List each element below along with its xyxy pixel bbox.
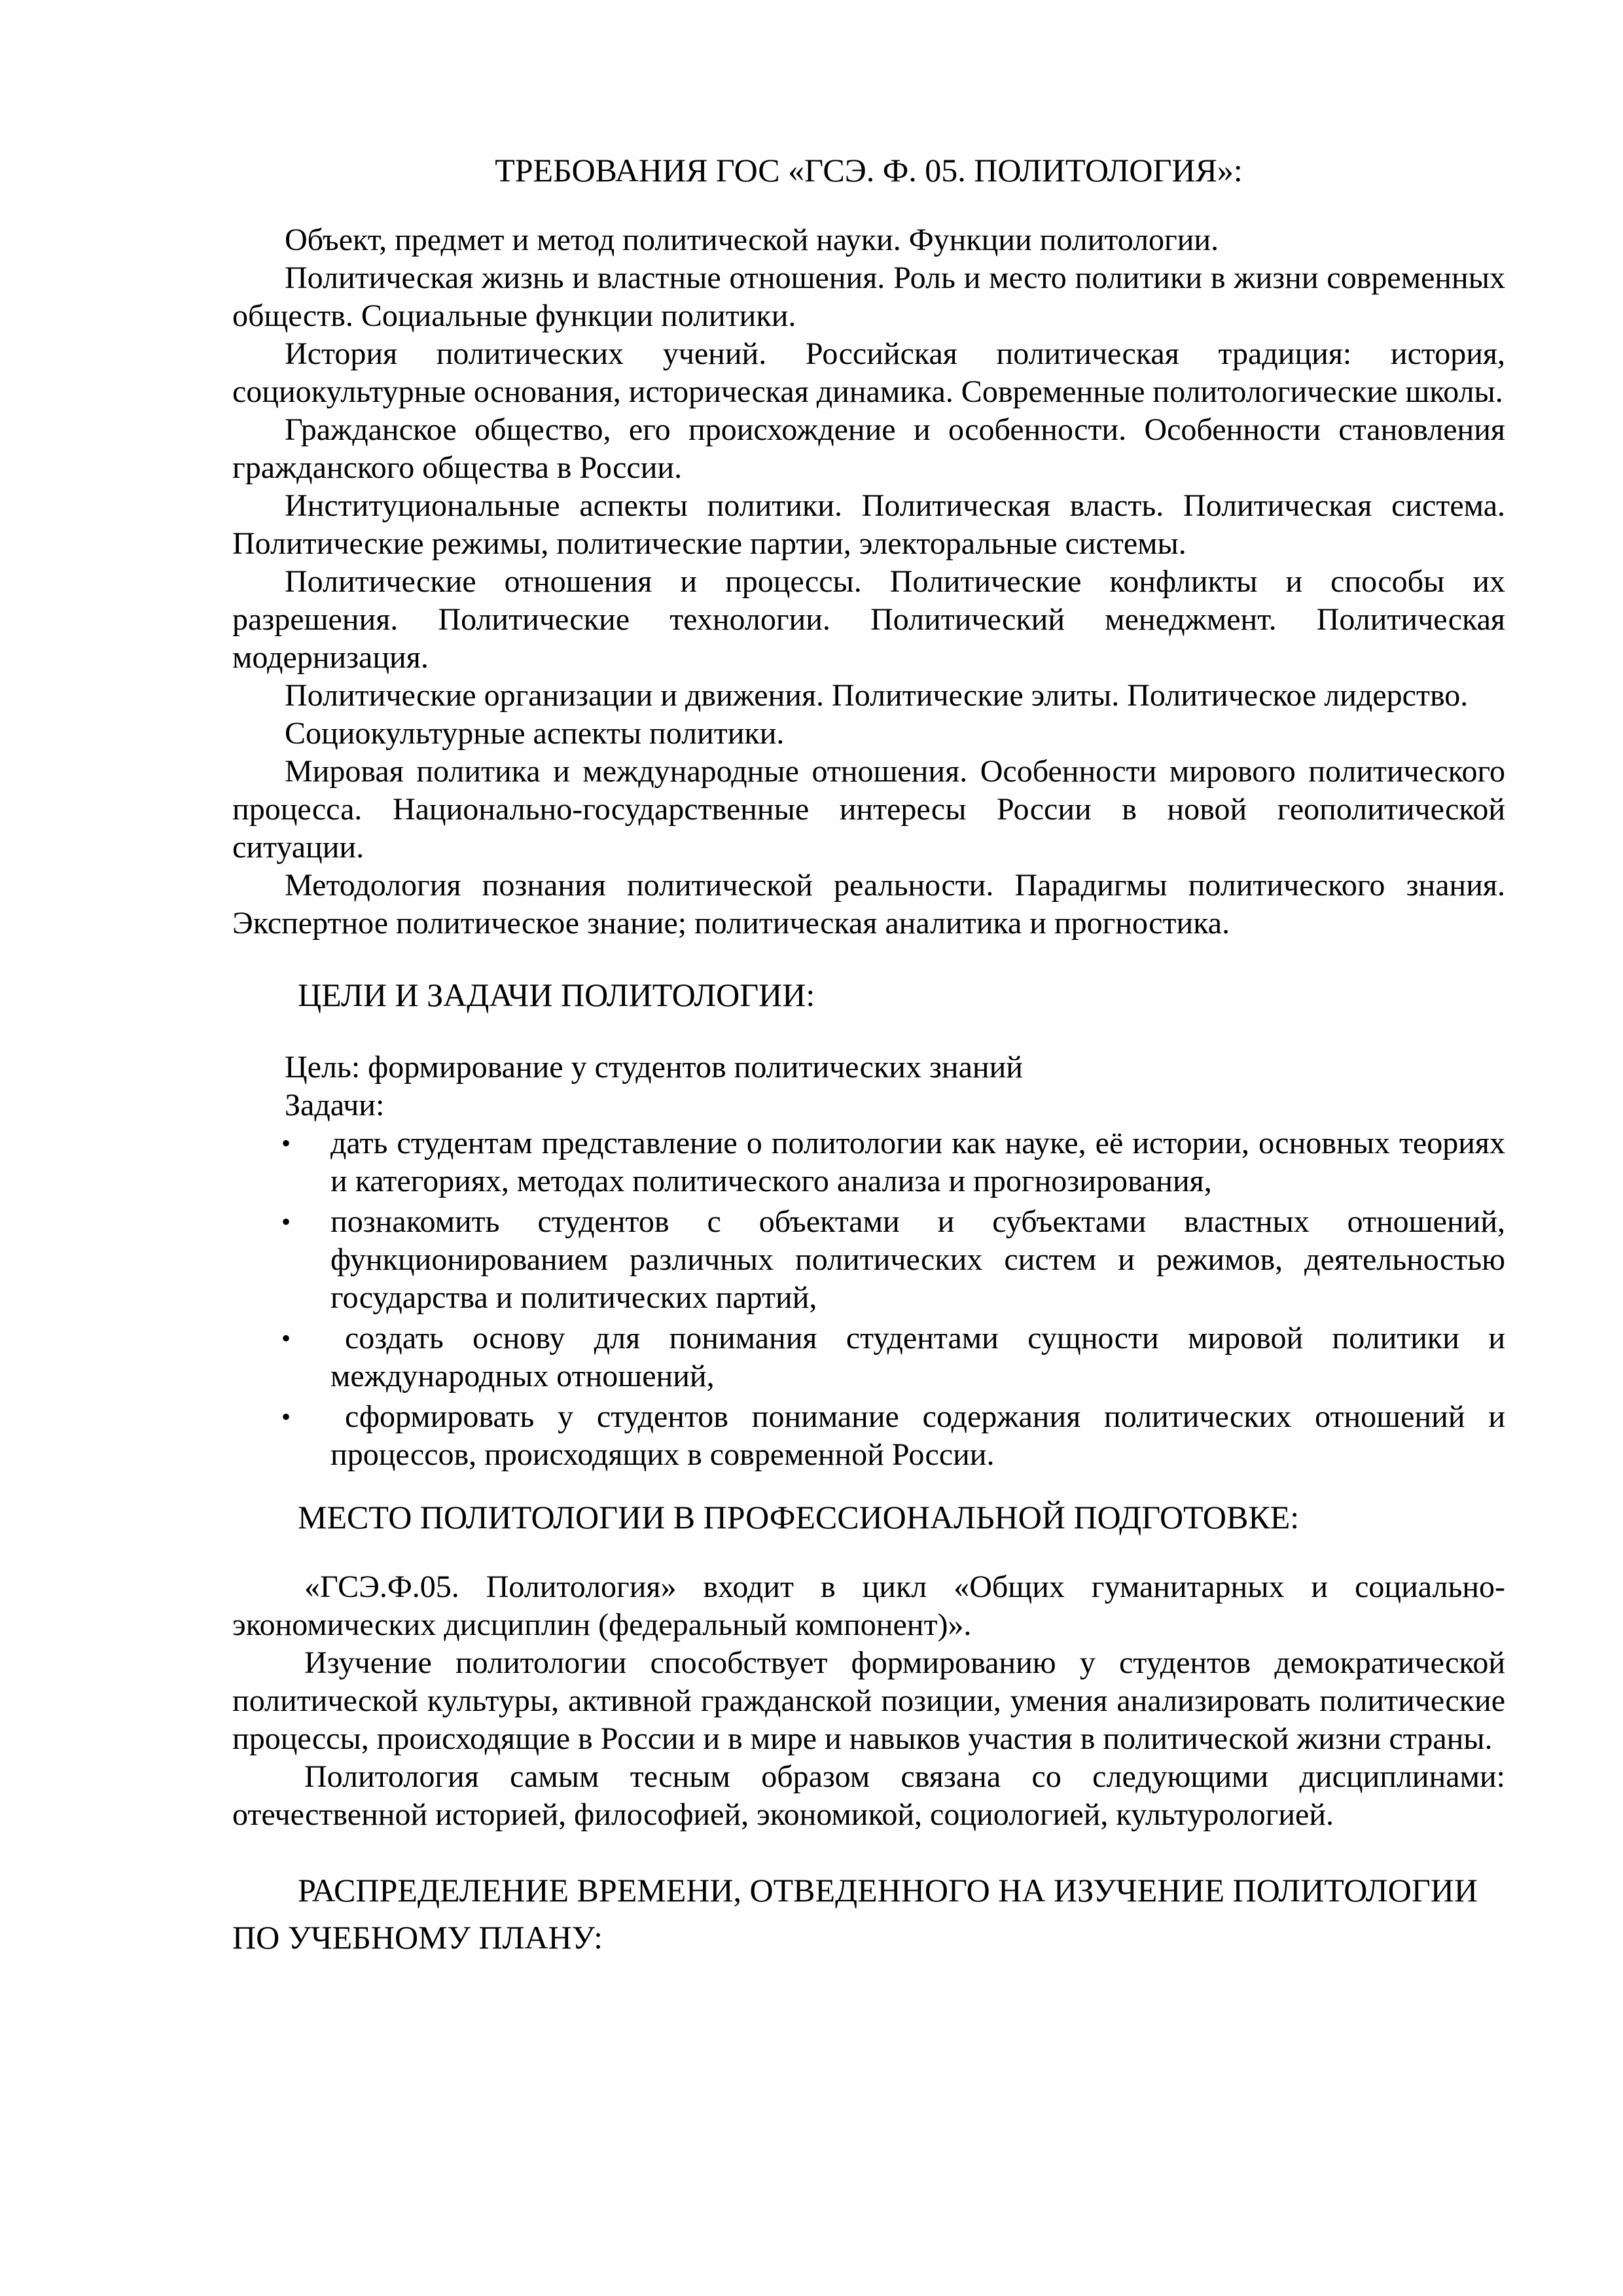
goal-statement: Цель: формирование у студентов политических знаний: [285, 1050, 1023, 1085]
task-list-item: [232, 1203, 1505, 1317]
place-paragraph: Изучение политологии способствует формированию у студентов демократической политической культуры, активной гражданской позиции, умения анализировать политические процессы, происходящие в России и в мире и навыков участия в политической жизни страны.: [232, 1645, 1505, 1756]
requirement-paragraph: Социокультурные аспекты политики.: [285, 716, 785, 751]
requirement-paragraph: Методология познания политической реальности. Парадигмы политического знания. Экспертное политическое знание; политическая аналитика и прогностика.: [232, 868, 1505, 941]
time-distribution-heading-continued: ПО УЧЕБНОМУ ПЛАНУ:: [232, 1919, 603, 1956]
task-text: познакомить студентов с объектами и субъектами властных отношений, функционированием различных политических систем и режимов, деятельностью государства и политических партий,: [330, 1204, 1505, 1315]
goals-section: [232, 1049, 1505, 1474]
requirement-paragraph: Институциональные аспекты политики. Политическая власть. Политическая система. Политические режимы, политические партии, электоральные системы.: [232, 488, 1505, 561]
document-body: [232, 151, 1505, 1957]
bullet-icon: •: [281, 1207, 291, 1236]
place-heading: МЕСТО ПОЛИТОЛОГИИ В ПРОФЕССИОНАЛЬНОЙ ПОДГОТОВКЕ:: [298, 1499, 1300, 1535]
requirement-paragraph: Политическая жизнь и властные отношения. Роль и место политики в жизни современных обществ. Социальные функции политики.: [232, 260, 1505, 333]
requirement-paragraph: Политические отношения и процессы. Политические конфликты и способы их разрешения. Политические технологии. Политический менеджмент. Политическая модернизация.: [232, 564, 1505, 675]
requirement-paragraph: Гражданское общество, его происхождение и особенности. Особенности становления гражданского общества в России.: [232, 412, 1505, 485]
requirement-paragraph: История политических учений. Российская политическая традиция: история, социокультурные основания, историческая динамика. Современные политологические школы.: [232, 336, 1505, 409]
bullet-icon: •: [281, 1323, 291, 1353]
document-title: ТРЕБОВАНИЯ ГОС «ГСЭ. Ф. 05. ПОЛИТОЛОГИЯ»:: [495, 152, 1243, 188]
task-text: дать студентам представление о политологии как науке, её истории, основных теориях и категориях, методах политического анализа и прогнозирования,: [330, 1126, 1505, 1198]
bullet-icon: •: [281, 1128, 291, 1158]
task-list-item: [232, 1319, 1505, 1395]
place-section: [232, 1568, 1505, 1834]
time-distribution-heading: РАСПРЕДЕЛЕНИЕ ВРЕМЕНИ, ОТВЕДЕННОГО НА ИЗУЧЕНИЕ ПОЛИТОЛОГИИ: [298, 1872, 1478, 1909]
task-text: создать основу для понимания студентами сущности мировой политики и международных отношений,: [330, 1321, 1505, 1393]
requirements-section: [232, 221, 1505, 942]
task-list-item: [232, 1398, 1505, 1474]
bullet-icon: •: [281, 1402, 291, 1431]
tasks-list: [232, 1124, 1505, 1474]
task-list-item: [232, 1124, 1505, 1200]
tasks-label: Задачи:: [285, 1088, 385, 1122]
goals-heading: ЦЕЛИ И ЗАДАЧИ ПОЛИТОЛОГИИ:: [298, 977, 815, 1013]
requirement-paragraph: Политические организации и движения. Политические элиты. Политическое лидерство.: [285, 678, 1469, 713]
requirement-paragraph: Мировая политика и международные отношения. Особенности мирового политического процесса. Национально-государственные интересы России в новой геополитической ситуации.: [232, 754, 1505, 865]
requirement-paragraph: Объект, предмет и метод политической науки. Функции политологии.: [285, 223, 1219, 257]
task-text: сформировать у студентов понимание содержания политических отношений и процессов, происходящих в современной России.: [330, 1399, 1505, 1472]
place-paragraph: «ГСЭ.Ф.05. Политология» входит в цикл «Общих гуманитарных и социально-экономических дисциплин (федеральный компонент)».: [232, 1570, 1505, 1642]
place-paragraph: Политология самым тесным образом связана со следующими дисциплинами: отечественной историей, философией, экономикой, социологией, культурологией.: [232, 1759, 1505, 1832]
